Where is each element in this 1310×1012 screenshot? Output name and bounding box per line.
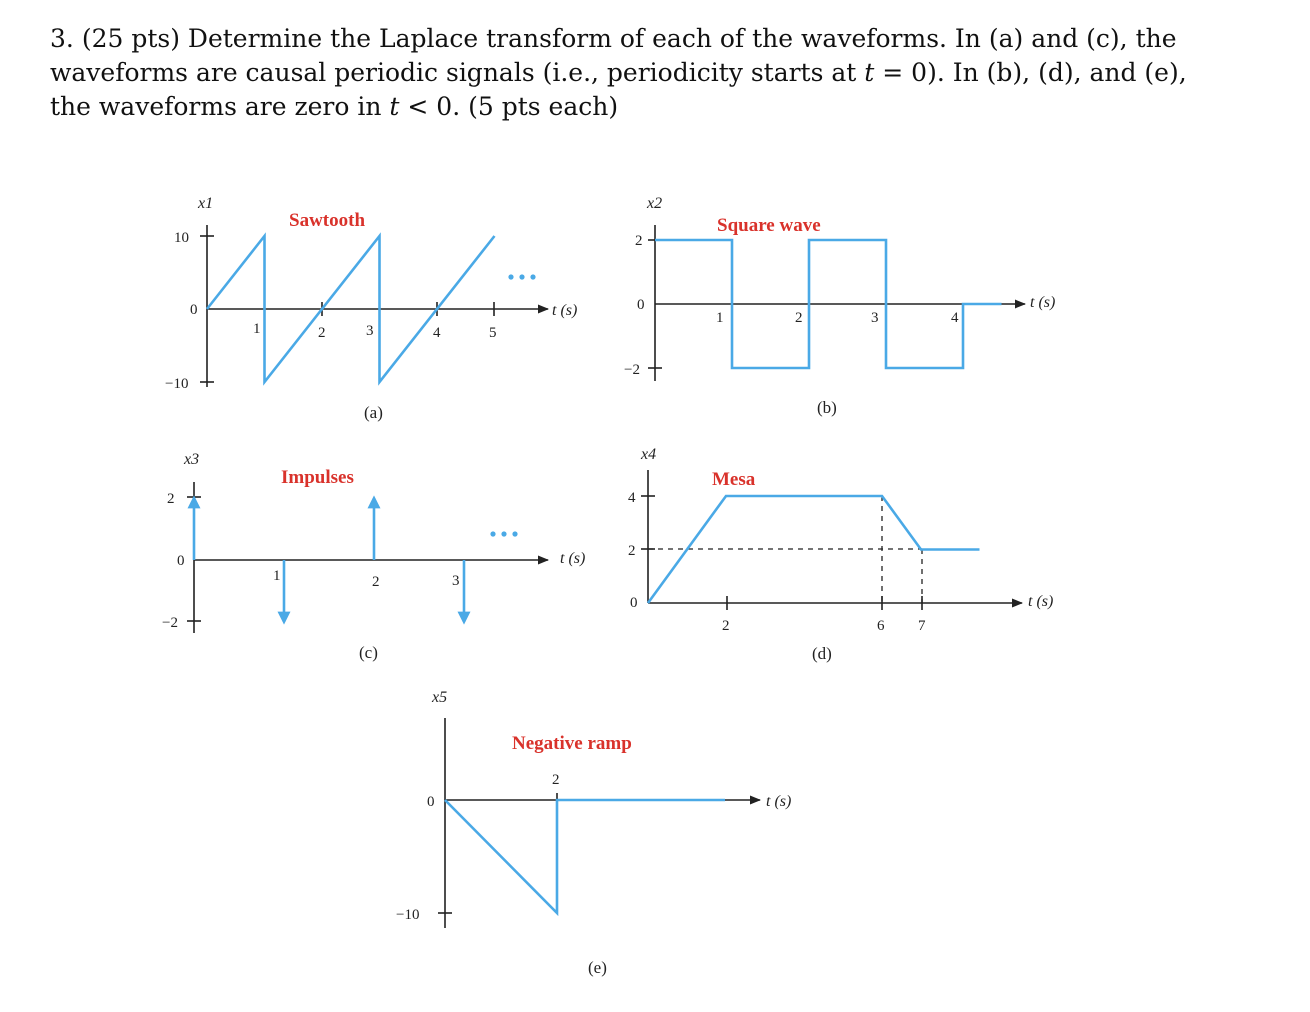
chart-d-title: Mesa xyxy=(712,469,756,490)
chart-a-xtick-label: 3 xyxy=(366,323,374,339)
chart-d-xtick-label: 7 xyxy=(918,618,926,634)
chart-b-title: Square wave xyxy=(717,215,821,236)
problem-line-2a: waveforms are causal periodic signals (i.e., periodicity starts at xyxy=(50,58,865,87)
chart-a-continuation-dot xyxy=(508,274,513,279)
chart-c-ytick-label: 2 xyxy=(167,491,175,507)
chart-c-title: Impulses xyxy=(281,467,354,488)
chart-c-ytick-label: −2 xyxy=(162,615,178,631)
chart-b-xtick-label: 4 xyxy=(951,310,959,326)
chart-a-sawtooth xyxy=(165,195,577,422)
chart-e-waveform xyxy=(445,800,725,913)
chart-b-ytick-label: 0 xyxy=(637,297,645,313)
problem-var-t-1: t xyxy=(864,58,875,87)
chart-e-ytick-label: −10 xyxy=(396,907,420,923)
chart-c-continuation-dots xyxy=(490,531,517,536)
chart-a-continuation-dot xyxy=(519,274,524,279)
chart-c-ylabel: x3 xyxy=(184,451,200,468)
problem-line-3a: the waveforms are zero in xyxy=(50,92,390,121)
chart-c-continuation-dot xyxy=(512,531,517,536)
chart-b-square-wave xyxy=(624,195,1055,417)
chart-a-xtick-label: 5 xyxy=(489,325,497,341)
chart-c-continuation-dot xyxy=(490,531,495,536)
chart-c-impulses xyxy=(162,451,585,662)
chart-a-ytick-label: 10 xyxy=(174,230,189,246)
chart-b-ylabel: x2 xyxy=(647,195,663,212)
chart-b-xtick-label: 2 xyxy=(795,310,803,326)
chart-d-waveform xyxy=(648,496,980,603)
chart-d-xlabel: t (s) xyxy=(1028,593,1054,610)
chart-a-xlabel: t (s) xyxy=(552,302,578,319)
chart-a-ytick-label: −10 xyxy=(165,376,189,392)
chart-b-ytick-label: −2 xyxy=(624,362,640,378)
chart-a-continuation-dot xyxy=(530,274,535,279)
chart-b-caption: (b) xyxy=(817,398,837,417)
chart-b-xlabel: t (s) xyxy=(1030,294,1056,311)
chart-c-xtick-label: 3 xyxy=(452,573,460,589)
chart-d-caption: (d) xyxy=(812,644,832,663)
problem-points: (25 pts) xyxy=(81,24,180,53)
chart-c-xtick-label: 1 xyxy=(273,568,281,584)
problem-line-2b: = 0). In (b), (d), and (e), xyxy=(874,58,1187,87)
chart-b-ytick-label: 2 xyxy=(635,233,643,249)
chart-b-xtick-label: 1 xyxy=(716,310,724,326)
chart-c-xtick-label: 2 xyxy=(372,574,380,590)
chart-c-xlabel: t (s) xyxy=(560,550,586,567)
chart-e-ylabel: x5 xyxy=(432,689,448,706)
chart-a-ytick-label: 0 xyxy=(190,302,198,318)
chart-e-xlabel: t (s) xyxy=(766,793,792,810)
problem-var-t-2: t xyxy=(389,92,400,121)
chart-e-caption: (e) xyxy=(588,958,607,977)
chart-e-ytick-label: 0 xyxy=(427,794,435,810)
chart-e-title: Negative ramp xyxy=(512,733,632,754)
chart-c-ytick-label: 0 xyxy=(177,553,185,569)
chart-a-xtick-label: 4 xyxy=(433,325,441,341)
chart-d-mesa xyxy=(628,446,1053,663)
chart-d-ytick-label: 2 xyxy=(628,543,636,559)
chart-e-xtick-label: 2 xyxy=(552,772,560,788)
problem-number: 3. xyxy=(50,24,74,53)
problem-line-1: Determine the Laplace transform of each of the waveforms. In (a) and (c), the xyxy=(187,24,1177,53)
chart-c-caption: (c) xyxy=(359,643,378,662)
chart-d-xtick-label: 6 xyxy=(877,618,885,634)
chart-d-ylabel: x4 xyxy=(641,446,657,463)
problem-line-3b: < 0. (5 pts each) xyxy=(399,92,619,121)
chart-a-ylabel: x1 xyxy=(198,195,214,212)
chart-d-ytick-label: 0 xyxy=(630,595,638,611)
chart-d-xtick-label: 2 xyxy=(722,618,730,634)
chart-e-negative-ramp xyxy=(396,689,791,977)
chart-c-continuation-dot xyxy=(501,531,506,536)
chart-a-continuation-dots xyxy=(508,274,535,279)
chart-a-xtick-label: 1 xyxy=(253,321,261,337)
chart-b-xtick-label: 3 xyxy=(871,310,879,326)
chart-a-xtick-label: 2 xyxy=(318,325,326,341)
chart-a-caption: (a) xyxy=(364,403,383,422)
chart-d-ytick-label: 4 xyxy=(628,490,636,506)
chart-a-title: Sawtooth xyxy=(289,210,366,231)
